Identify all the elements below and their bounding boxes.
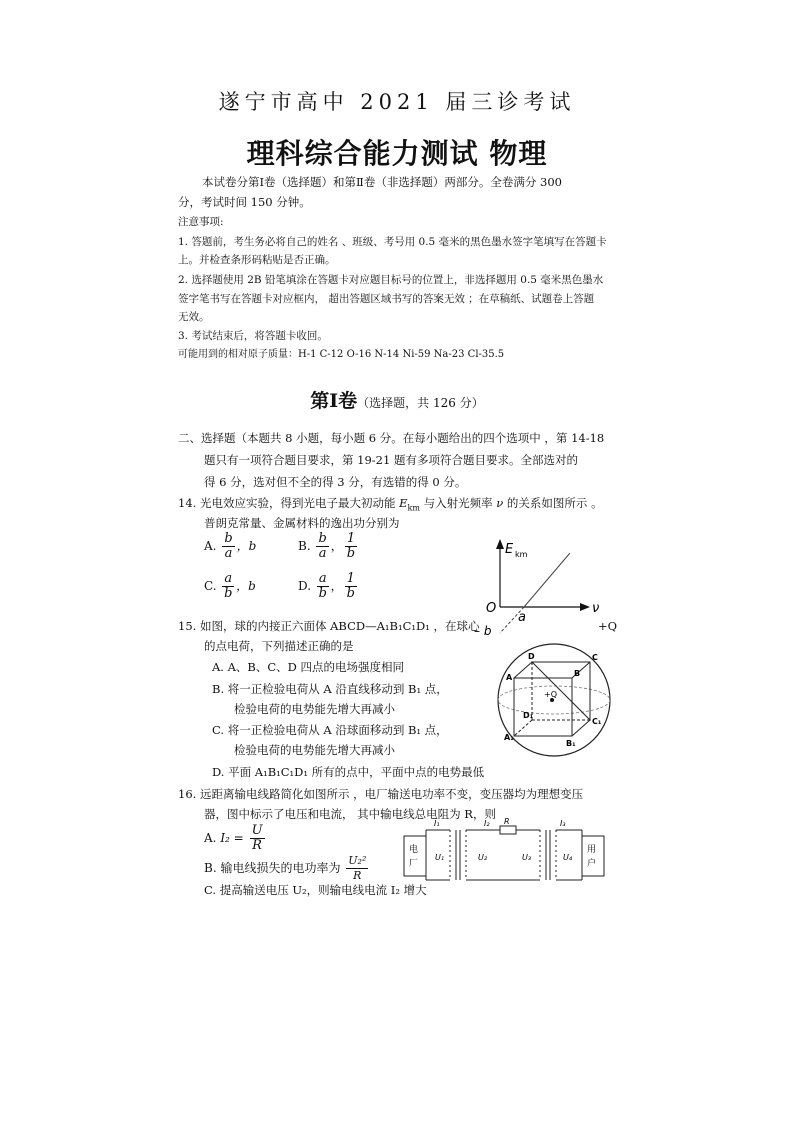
fraction: $\frac{\text{U₂²}}{R}$ bbox=[348, 854, 367, 882]
q15-option-b-cont: 检验电荷的电势能先增大再减小 bbox=[234, 702, 395, 716]
cube-edge bbox=[572, 720, 590, 736]
user-label-2: 户 bbox=[587, 859, 597, 869]
q16-number: 16. bbox=[178, 787, 197, 801]
a-label: a bbox=[518, 610, 526, 625]
y-label: E bbox=[505, 542, 514, 557]
intro-line-2: 分，考试时间 150 分钟。 bbox=[178, 195, 311, 209]
q14-number: 14. bbox=[178, 496, 197, 510]
fraction: $\frac{a}{b}$ bbox=[224, 571, 233, 601]
note-line: 3. 考试结束后，将答题卡收回。 bbox=[178, 330, 328, 342]
plant-label-1: 电 bbox=[409, 845, 419, 855]
fraction: $\frac{a}{b}$ bbox=[318, 571, 327, 601]
q15-stem-1 bbox=[178, 616, 479, 636]
option-label: A. bbox=[204, 831, 217, 845]
notes-heading: 注意事项: bbox=[178, 216, 224, 228]
y-axis-arrow-icon bbox=[496, 539, 504, 549]
section-title bbox=[0, 386, 794, 413]
user-box bbox=[582, 836, 604, 876]
note-line: 签字笔书写在答题卡对应框内， 超出答题区域书写的答案无效 ；在草稿纸、试题卷上答题 bbox=[178, 293, 595, 305]
u2-label: U₂ bbox=[478, 853, 488, 862]
q15-stem-1-text: 如图，球的内接正六面体 ABCD—A₁B₁C₁D₁ ，在球心 bbox=[199, 619, 480, 633]
vertex-c1: C₁ bbox=[592, 717, 602, 726]
q14-stem-1c: 的关系如图所示 。 bbox=[503, 496, 603, 510]
vertex-a: A bbox=[506, 673, 513, 682]
q15-stem-1-tail: +Q bbox=[598, 619, 618, 633]
u4-label: U₄ bbox=[563, 853, 573, 862]
q15-number: 15. bbox=[178, 619, 197, 633]
vertex-d1: D₁ bbox=[523, 711, 534, 720]
note-line: 2. 选择题使用 2B 铅笔填涂在答题卡对应题目标号的位置上，非选择题用 0.5 毫米黑色墨水 bbox=[178, 274, 604, 286]
fraction: $\frac{b}{a}$ bbox=[224, 531, 233, 561]
q14-option-c: C. $\frac{a}{b}$ ，b bbox=[204, 571, 256, 601]
q14-option-b: B. $\frac{b}{a}$ ， $\frac{1}{b}$ bbox=[298, 531, 356, 561]
q15-option-b: B. 将一正检验电荷从 A 沿直线移动到 B₁ 点， bbox=[212, 682, 448, 696]
q16-stem-1-text: 远距离输电线路简化如图所示 ，电厂输送电功率不变，变压器均为理想变压 bbox=[199, 787, 584, 801]
i3-label: I₃ bbox=[560, 819, 566, 828]
q14-ekm-sub: km bbox=[407, 503, 420, 513]
cube-hidden-edge bbox=[514, 720, 532, 736]
fraction: $\frac{b}{a}$ bbox=[318, 531, 327, 561]
vertex-c: C bbox=[592, 653, 598, 662]
fraction: $\frac{U}{R}$ bbox=[251, 823, 263, 853]
q16-circuit bbox=[400, 816, 610, 886]
vertex-b1: B₁ bbox=[566, 739, 576, 748]
charge-label: +Q bbox=[544, 690, 557, 699]
q15-stem-2: 的点电荷，下列描述正确的是 bbox=[204, 639, 354, 653]
note-line: 上。并检查条形码粘贴是否正确。 bbox=[178, 254, 336, 266]
q14-nu: ν bbox=[496, 496, 504, 510]
option-label: D. bbox=[298, 579, 312, 593]
q16-stem-1 bbox=[178, 784, 583, 804]
q15-figure bbox=[494, 640, 614, 760]
q14-ekm: E bbox=[399, 496, 408, 510]
note-line: 无效。 bbox=[178, 311, 210, 323]
vertex-d: D bbox=[528, 652, 535, 661]
option-b-text: B. 输电线损失的电功率为 bbox=[204, 861, 341, 875]
origin-label: O bbox=[486, 601, 497, 616]
section-name: 第Ⅰ卷 bbox=[310, 390, 358, 412]
cube-back-edges bbox=[532, 662, 590, 720]
option-a-lhs: I₂ = bbox=[220, 831, 244, 845]
vertex-a1: A₁ bbox=[504, 733, 514, 742]
option-label: C. bbox=[204, 579, 217, 593]
q14-option-d: D. $\frac{a}{b}$ ， $\frac{1}{b}$ bbox=[298, 571, 355, 601]
plant-box bbox=[404, 836, 426, 876]
user-label-1: 用 bbox=[587, 845, 597, 855]
q16-option-c: C. 提高输送电压 U₂，则输电线电流 I₂ 增大 bbox=[204, 883, 427, 897]
r-label: R bbox=[504, 817, 510, 826]
q16-stem-2: 器，图中标示了电压和电流， 其中输电线总电阻为 R，则 bbox=[204, 807, 496, 821]
section-subtitle: （选择题，共 126 分） bbox=[357, 396, 484, 410]
q16-option-b bbox=[204, 854, 370, 883]
i2-label: I₂ bbox=[484, 819, 490, 828]
note-line: 1. 答题前，考生务必将自己的姓名 、班级、考号用 0.5 毫米的黑色墨水签字笔填写在答题卡 bbox=[178, 236, 607, 248]
u1-label: U₁ bbox=[435, 853, 445, 862]
line-resistor bbox=[500, 826, 516, 834]
atomic-masses: 可能用到的相对原子质量：H-1 C-12 O-16 N-14 Ni-59 Na-23 Cl-35.5 bbox=[178, 349, 505, 360]
part2-line-3: 得 6 分，选对但不全的得 3 分，有选错的得 0 分。 bbox=[204, 475, 467, 489]
cube-edge bbox=[514, 662, 532, 678]
fraction: $\frac{1}{b}$ bbox=[346, 571, 355, 601]
q15-option-d: D. 平面 A₁B₁C₁D₁ 所有的点中，平面中点的电势最低 bbox=[212, 765, 485, 779]
b-label: – b bbox=[474, 624, 492, 638]
cube-front-face bbox=[514, 678, 572, 736]
q14-stem-1a: 光电效应实验，得到光电子最大初动能 bbox=[199, 496, 400, 510]
fraction: $\frac{1}{b}$ bbox=[346, 531, 356, 561]
ekm-line bbox=[524, 553, 570, 607]
x-label: ν bbox=[592, 601, 600, 616]
part2-line-1: 二、选择题（本题共 8 小题，每小题 6 分。在每小题给出的四个选项中 ，第 14-18 bbox=[178, 431, 605, 445]
q14-stem-1b: 与入射光频率 bbox=[419, 496, 497, 510]
q14-graph bbox=[470, 535, 600, 640]
u3-label: U₃ bbox=[522, 853, 532, 862]
q14-stem-2: 普朗克常量、金属材料的逸出功分别为 bbox=[204, 516, 400, 530]
q15-option-c: C. 将一正检验电荷从 A 沿球面移动到 B₁ 点， bbox=[212, 723, 448, 737]
plant-label-2: 厂 bbox=[409, 859, 419, 869]
option-label: B. bbox=[298, 539, 311, 553]
vertex-b: B bbox=[574, 669, 581, 678]
exam-title: 遂宁市高中 2021 届三诊考试 bbox=[218, 90, 576, 114]
intro-line-1: 本试卷分第Ⅰ卷（选择题）和第Ⅱ卷（非选择题）两部分。全卷满分 300 bbox=[202, 175, 562, 189]
option-label: A. bbox=[204, 539, 217, 553]
i1-label: I₁ bbox=[434, 819, 440, 828]
part2-line-2: 题只有一项符合题目要求，第 19-21 题有多项符合题目要求。全部选对的 bbox=[204, 453, 578, 467]
q15-option-a: A. A、B、C、D 四点的电场强度相同 bbox=[212, 660, 405, 674]
x-axis-arrow-icon bbox=[580, 603, 590, 611]
q15-option-c-cont: 检验电荷的电势能先增大再减小 bbox=[234, 743, 395, 757]
y-label-sub: km bbox=[515, 550, 528, 559]
q16-option-a bbox=[204, 824, 267, 853]
q14-option-a: A. $\frac{b}{a}$ ，b bbox=[204, 531, 257, 561]
exam-subtitle: 理科综合能力测试 物理 bbox=[246, 137, 548, 170]
